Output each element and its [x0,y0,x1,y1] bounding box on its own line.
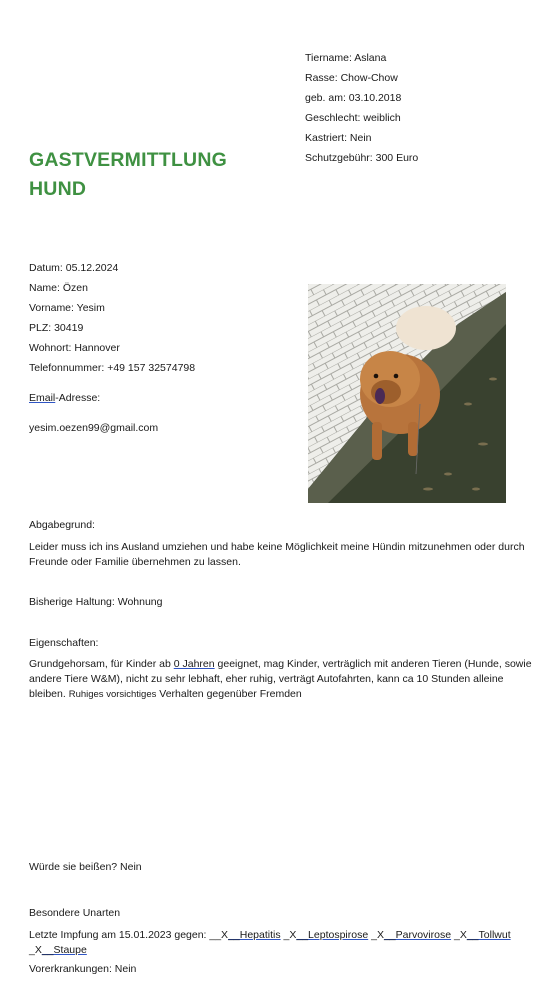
traits-age: 0 Jahren [173,658,215,670]
vaccine-parvovirose: __Parvovirose [383,929,452,941]
vaccine-sep-3: _X [451,929,467,941]
traits-part-4: Ruhiges vorsichtiges [68,689,157,700]
owner-name: Name: Özen [29,282,88,294]
owner-phone: Telefonnummer: +49 157 32574798 [29,362,196,374]
owner-info [29,258,195,378]
owner-firstname: Vorname: Yesim [29,302,105,314]
reason-label: Abgabegrund: [29,519,95,531]
animal-birthdate: geb. am: 03.10.2018 [305,92,402,104]
owner-city: Wohnort: Hannover [29,342,120,354]
traits-part-1: Grundgehorsam, für Kinder ab [29,658,174,670]
animal-fee: Schutzgebühr: 300 Euro [305,152,419,164]
vaccine-staupe: __Staupe [41,944,87,956]
pre-existing-conditions: Vorerkrankungen: Nein [29,963,137,975]
page-title [29,146,227,204]
vaccine-sep-1: _X [280,929,297,941]
reason-text: Leider muss ich ins Ausland umziehen und habe keine Möglichkeit meine Hündin mitzunehmen oder durch Freunde oder Familie übernehmen zu lassen. [29,541,525,568]
vaccine-leptospirose: __Leptospirose [296,929,369,941]
vaccine-sep-2: _X [368,929,384,941]
animal-info [305,48,418,168]
title-line-2: HUND [29,178,87,200]
owner-email: yesim.oezen99@gmail.com [29,422,159,434]
title-line-1: GASTVERMITTLUNG [29,149,227,171]
vaccination-prefix: Letzte Impfung am 15.01.2023 gegen: __X [29,929,229,941]
quirks-label: Besondere Unarten [29,907,121,919]
bite-question: Würde sie beißen? Nein [29,861,142,873]
animal-sex: Geschlecht: weiblich [305,112,401,124]
animal-name: Tiername: Aslana [305,52,387,64]
housing: Bisherige Haltung: Wohnung [29,596,163,608]
animal-breed: Rasse: Chow-Chow [305,72,398,84]
owner-plz: PLZ: 30419 [29,322,84,334]
owner-date: Datum: 05.12.2024 [29,262,119,274]
traits-part-5: Verhalten gegenüber Fremden [156,688,302,700]
traits-part-3: geeignet, mag Kinder, verträglich mit anderen Tieren (Hunde, sowie andere Tiere W&M), nicht zu sehr lebhaft, eher ruhig, verträgt Autofahrten, kann ca 10 Stunden alleine bleiben. [29,658,532,700]
animal-neutered: Kastriert: Nein [305,132,372,144]
email-label [29,392,100,404]
vaccine-sep-4: _X [29,944,42,956]
email-label-word: Email [29,392,56,404]
email-label-suffix: -Adresse: [55,392,101,404]
vaccination-line [29,928,541,958]
dog-photo [308,284,506,503]
traits-label: Eigenschaften: [29,637,99,649]
dog-photo-image [308,284,506,503]
vaccine-hepatitis: __Hepatitis [228,929,281,941]
traits-text [29,657,541,702]
vaccine-tollwut: __Tollwut [466,929,511,941]
